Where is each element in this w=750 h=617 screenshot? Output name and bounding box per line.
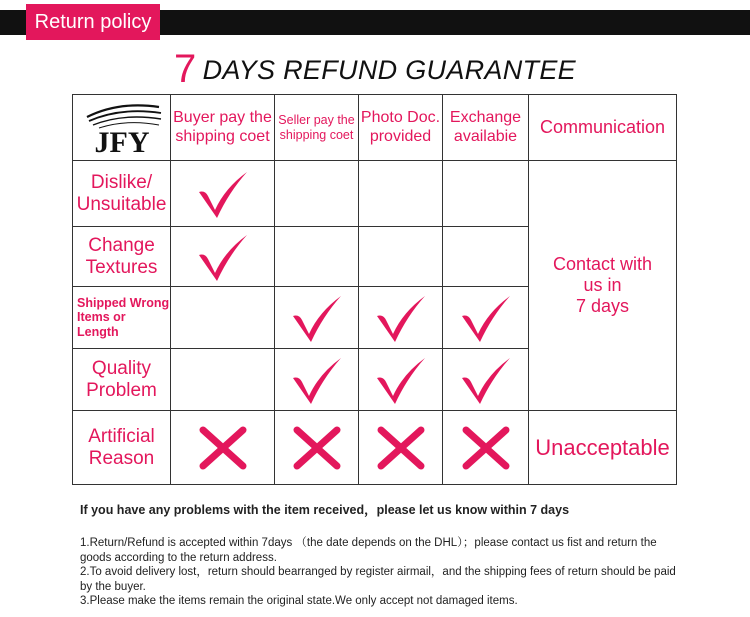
notes-item: 2.To avoid delivery lost，return should bearranged by register airmail，and the shipping fees of return should be paid by the buyer. [80, 566, 676, 593]
contact-line: Contact with [552, 254, 653, 275]
header-buyer-pay: Buyer pay the shipping coet [171, 95, 275, 161]
notes-item: 1.Return/Refund is accepted within 7days （the date depends on the DHL）；please contact us fist and return the goods according to the return address. [80, 537, 657, 564]
cross-mark-icon [289, 422, 345, 474]
header-seller-pay: Seller pay the shipping coet [275, 95, 359, 161]
mark-cell [443, 287, 529, 349]
mark-cell [275, 161, 359, 227]
table-header-row [73, 95, 677, 161]
check-mark-icon [289, 354, 345, 406]
mark-cell [359, 349, 443, 411]
mark-cell [359, 227, 443, 287]
check-mark-icon [195, 231, 251, 283]
notes-lead: If you have any problems with the item received，please let us know within 7 days [80, 503, 570, 517]
header-exchange: Exchange availabie [443, 95, 529, 161]
check-mark-icon [289, 292, 345, 344]
mark-cell [443, 411, 529, 485]
contact-cell [529, 161, 677, 411]
notes-section [80, 500, 680, 609]
row-label: Artificial Reason [73, 411, 171, 485]
row-label: Shipped Wrong Items or Length [73, 287, 171, 349]
row-label: Quality Problem [73, 349, 171, 411]
mark-cell [443, 227, 529, 287]
unacceptable-cell: Unacceptable [529, 411, 677, 485]
mark-cell [171, 161, 275, 227]
row-label: Dislike/ Unsuitable [73, 161, 171, 227]
table-row [73, 161, 677, 227]
mark-cell [359, 287, 443, 349]
header-photo-doc: Photo Doc. provided [359, 95, 443, 161]
contact-line: 7 days [575, 295, 630, 316]
mark-cell [171, 411, 275, 485]
mark-cell [443, 161, 529, 227]
mark-cell [275, 411, 359, 485]
contact-line: us in [583, 275, 622, 296]
cross-mark-icon [195, 422, 251, 474]
table-row [73, 411, 677, 485]
mark-cell [443, 349, 529, 411]
header-communication: Communication [529, 95, 677, 161]
notes-item: 3.Please make the items remain the original state.We only accept not damaged items. [80, 595, 518, 608]
mark-cell [171, 349, 275, 411]
mark-cell [359, 161, 443, 227]
check-mark-icon [458, 354, 514, 406]
jfy-logo-icon [79, 99, 165, 157]
mark-cell [359, 411, 443, 485]
logo-cell [73, 95, 171, 161]
headline-text: DAYS REFUND GUARANTEE [202, 55, 576, 85]
mark-cell [275, 287, 359, 349]
mark-cell [275, 227, 359, 287]
cross-mark-icon [458, 422, 514, 474]
return-policy-tab [26, 4, 160, 40]
headline [0, 44, 750, 89]
check-mark-icon [373, 292, 429, 344]
mark-cell [171, 227, 275, 287]
headline-number: 7 [174, 47, 197, 91]
svg-text:JFY: JFY [94, 125, 149, 157]
check-mark-icon [458, 292, 514, 344]
check-mark-icon [373, 354, 429, 406]
refund-table [72, 94, 677, 485]
mark-cell [171, 287, 275, 349]
mark-cell [275, 349, 359, 411]
return-policy-label: Return policy [34, 10, 152, 33]
row-label: Change Textures [73, 227, 171, 287]
check-mark-icon [195, 168, 251, 220]
cross-mark-icon [373, 422, 429, 474]
